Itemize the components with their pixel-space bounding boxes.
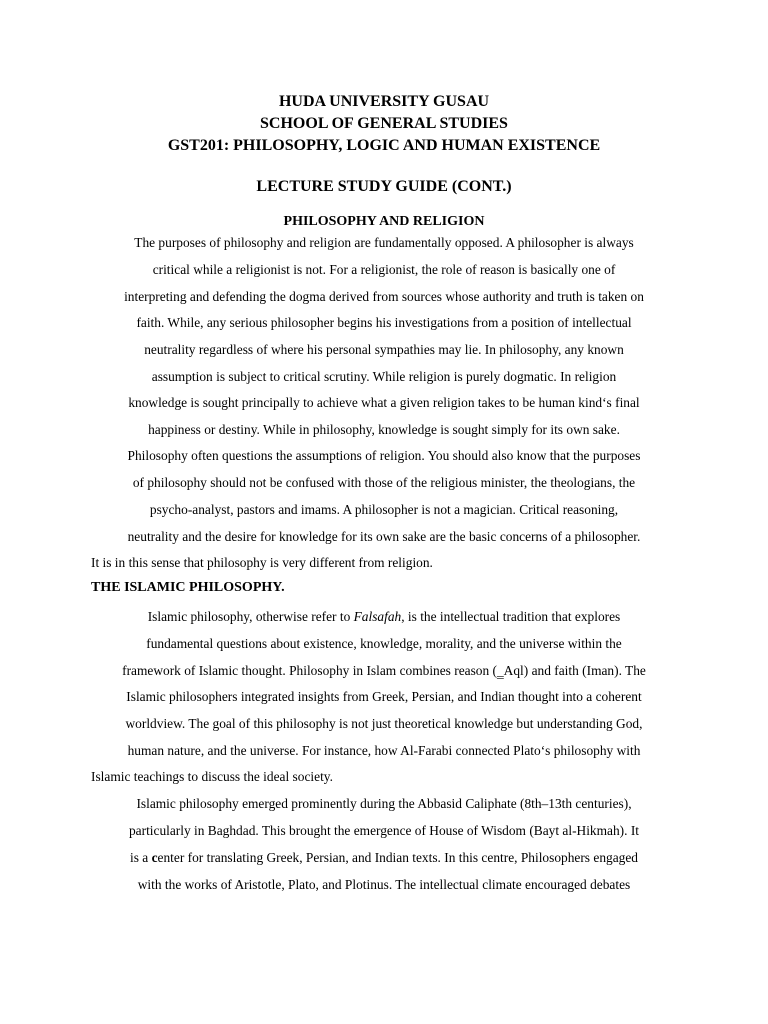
body-line-last: It is in this sense that philosophy is very different from religion.: [91, 555, 433, 570]
body-line: neutrality and the desire for knowledge for its own sake are the basic concerns of a philosopher.: [127, 529, 641, 544]
body-line: worldview. The goal of this philosophy is not just theoretical knowledge but understanding God,: [125, 716, 643, 731]
body-line: of philosophy should not be confused with those of the religious minister, the theologians, the: [132, 475, 636, 490]
body-line: Islamic philosophers integrated insights from Greek, Persian, and Indian thought into a coherent: [126, 689, 642, 704]
section-heading-islamic-philosophy: THE ISLAMIC PHILOSOPHY.: [91, 580, 285, 595]
body-line-last: Islamic teachings to discuss the ideal society.: [91, 769, 333, 784]
body-line: psycho-analyst, pastors and imams. A philosopher is not a magician. Critical reasoning,: [149, 502, 619, 517]
body-line: knowledge is sought principally to achieve what a given religion takes to be human kind‘s final: [128, 395, 640, 410]
body-line: with the works of Aristotle, Plato, and Plotinus. The intellectual climate encouraged debates: [137, 877, 631, 892]
falsafah-term: Falsafah: [353, 609, 402, 624]
body-line: critical while a religionist is not. For a religionist, the role of reason is basically one of: [152, 262, 616, 277]
body-line: framework of Islamic thought. Philosophy in Islam combines reason (‗Aql) and faith (Iman). The: [122, 663, 646, 678]
body-line: Philosophy often questions the assumptions of religion. You should also know that the purposes: [127, 448, 641, 463]
body-line: human nature, and the universe. For instance, how Al-Farabi connected Plato‘s philosophy with: [127, 743, 641, 758]
body-line: interpreting and defending the dogma derived from sources whose authority and truth is taken on: [124, 289, 644, 304]
body-line: fundamental questions about existence, knowledge, morality, and the universe within the: [146, 636, 622, 651]
body-line: particularly in Baghdad. This brought the emergence of House of Wisdom (Bayt al-Hikmah). It: [128, 823, 640, 838]
body-line: neutrality regardless of where his personal sympathies may lie. In philosophy, any known: [144, 342, 624, 357]
guide-title: LECTURE STUDY GUIDE (CONT.): [256, 178, 512, 195]
university-name: HUDA UNIVERSITY GUSAU: [278, 93, 490, 110]
body-line: The purposes of philosophy and religion are fundamentally opposed. A philosopher is always: [134, 235, 634, 250]
body-line: faith. While, any serious philosopher begins his investigations from a position of intellectual: [136, 315, 632, 330]
section-heading-philosophy-religion: PHILOSOPHY AND RELIGION: [283, 214, 485, 229]
body-line: is a center for translating Greek, Persian, and Indian texts. In this centre, Philosophers engaged: [130, 850, 638, 865]
body-line: Islamic philosophy emerged prominently during the Abbasid Caliphate (8th–13th centuries),: [136, 796, 632, 811]
body-line: assumption is subject to critical scrutiny. While religion is purely dogmatic. In religion: [151, 369, 617, 384]
school-name: SCHOOL OF GENERAL STUDIES: [260, 115, 508, 132]
body-line: Islamic philosophy, otherwise refer to Falsafah, is the intellectual tradition that explores: [147, 609, 621, 624]
body-line: happiness or destiny. While in philosophy, knowledge is sought simply for its own sake.: [148, 422, 620, 437]
course-title: GST201: PHILOSOPHY, LOGIC AND HUMAN EXISTENCE: [167, 137, 601, 154]
